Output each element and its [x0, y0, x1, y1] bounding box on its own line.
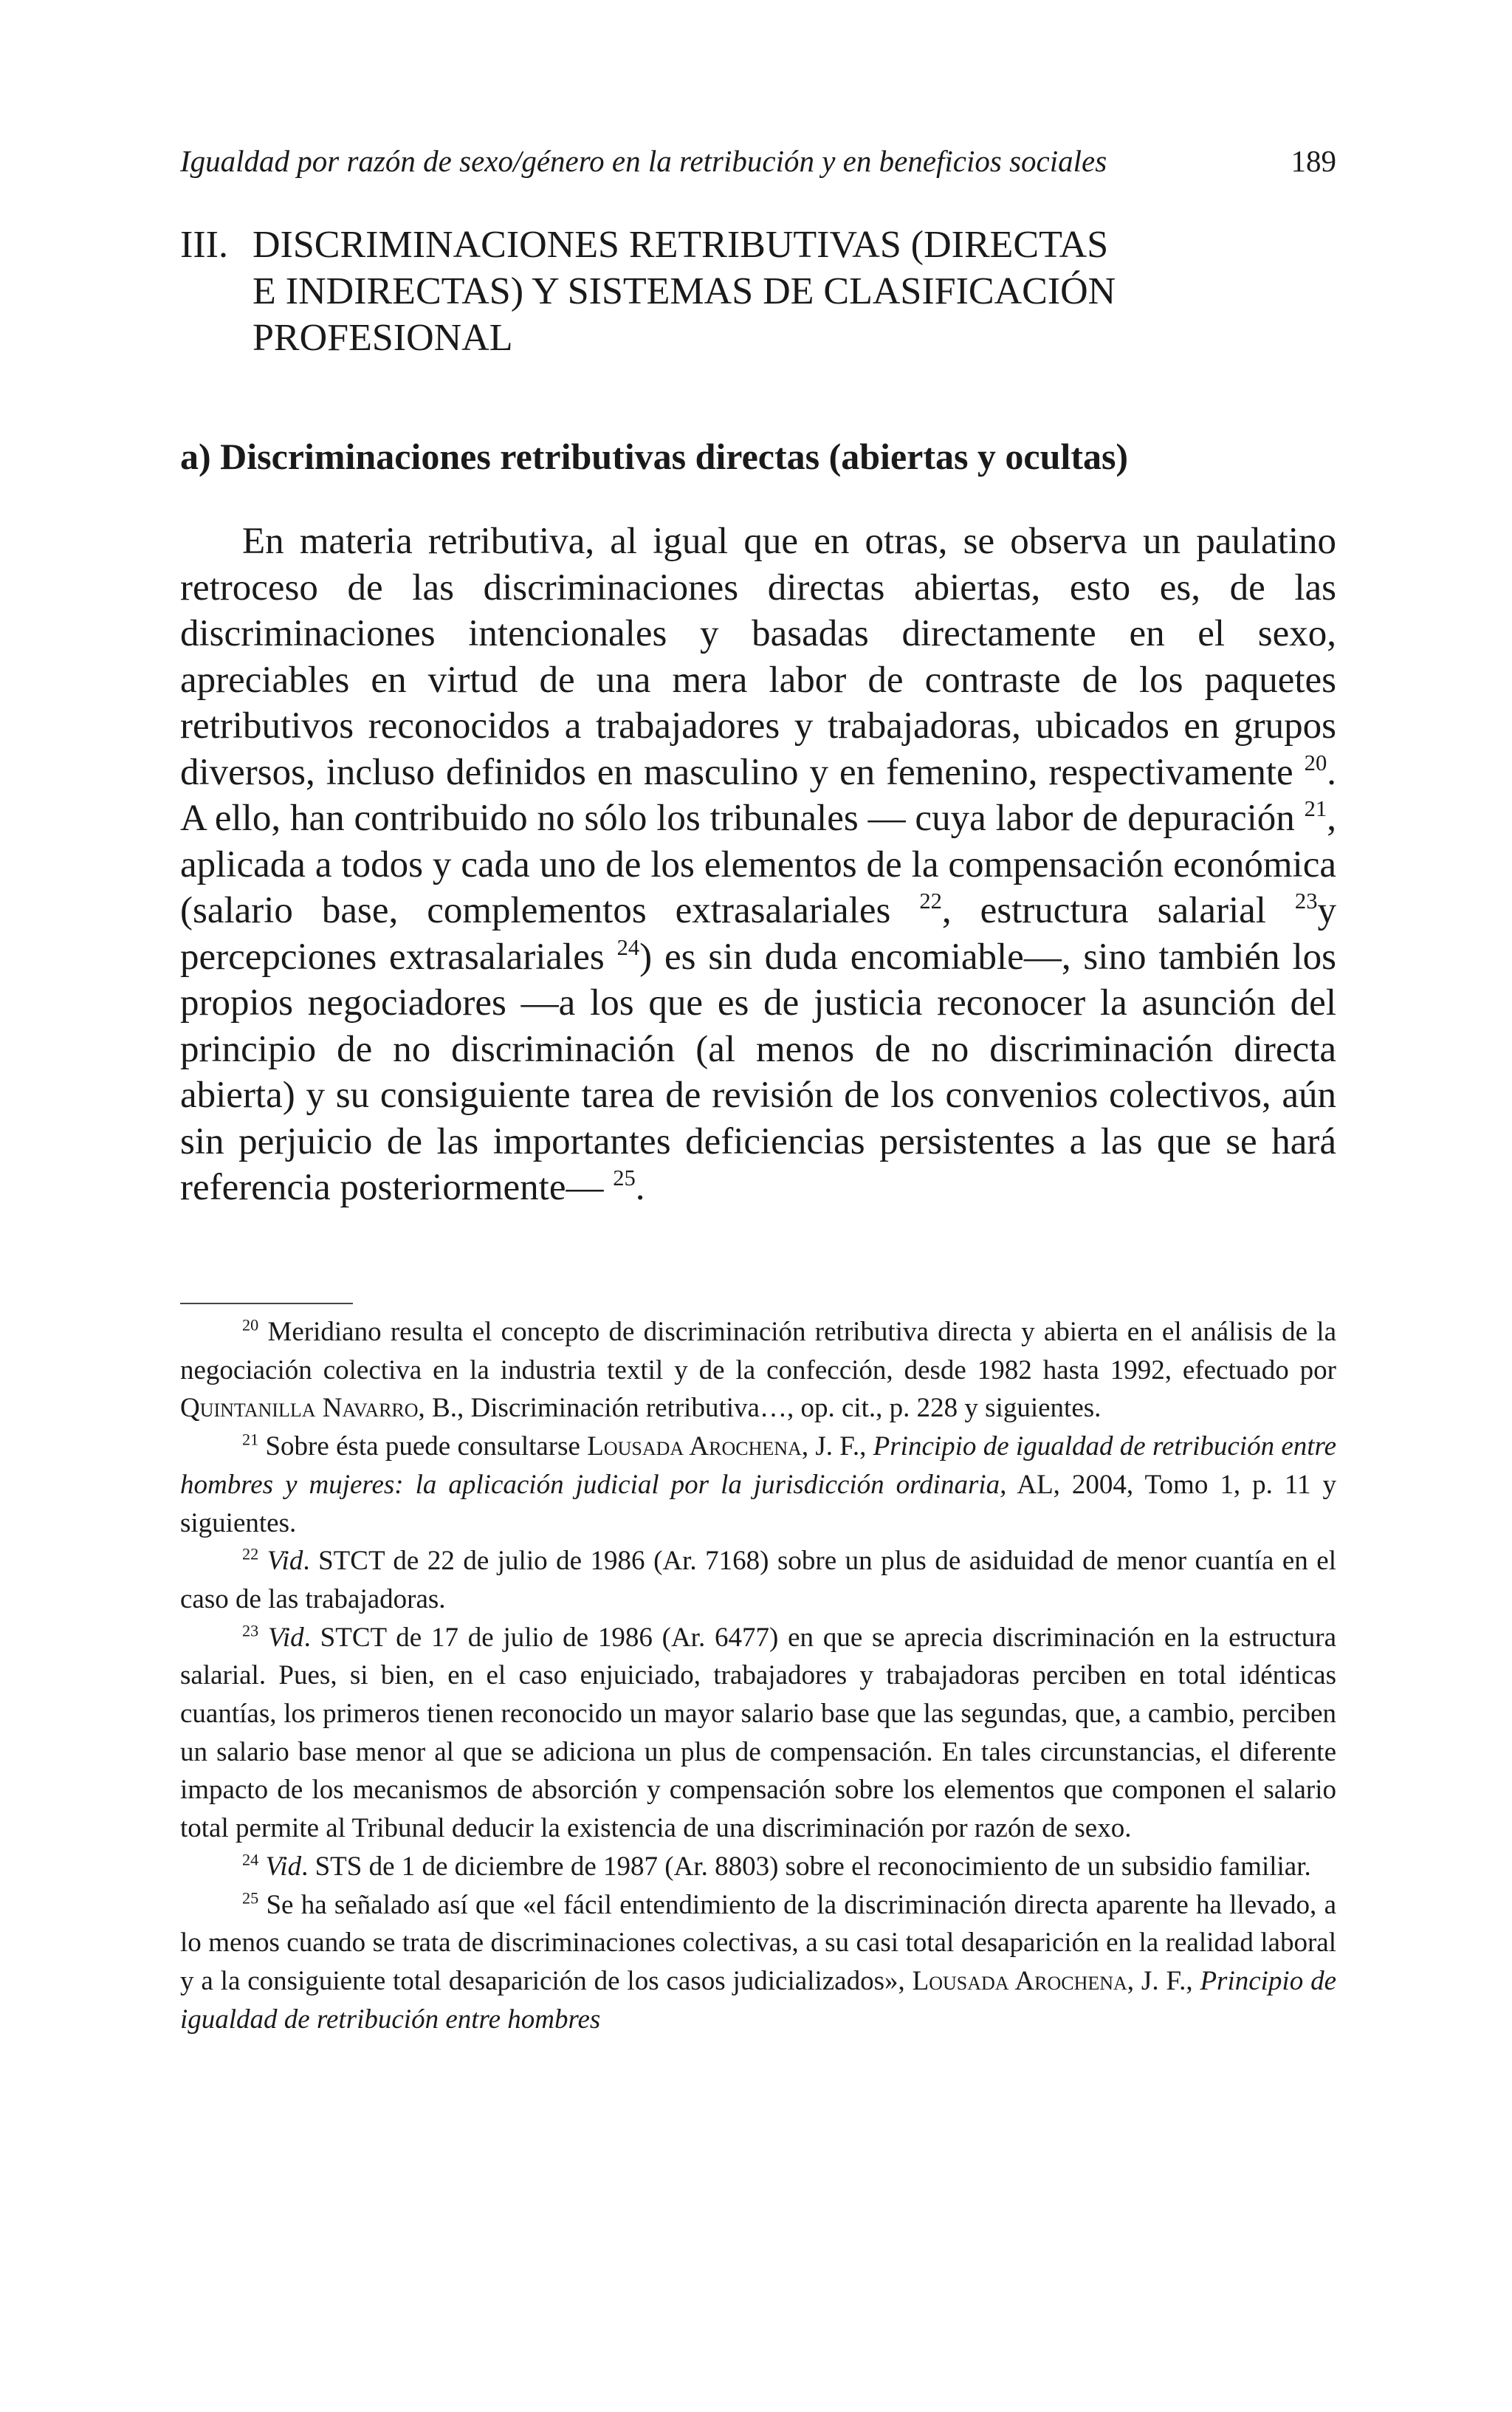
footnote-separator: [180, 1303, 353, 1304]
text-run: , J. F.,: [801, 1431, 873, 1462]
italic-text: Principio de igualdad de retribución entre hombres y mujeres: la aplicación judicial por la jurisdicción ordinaria,: [180, 1431, 1336, 1500]
footnote-number: 23: [242, 1620, 259, 1640]
italic-text: Vid: [267, 1622, 304, 1653]
book-page: [180, 0, 1336, 2412]
footnote: [180, 1313, 1336, 1428]
text-run: , B., Discriminación retributiva…, op. cit., p. 228 y siguientes.: [418, 1393, 1102, 1424]
text-run: . STCT de 22 de julio de 1986 (Ar. 7168) sobre un plus de asiduidad de menor cuantía en el caso de las trabajadoras.: [180, 1546, 1337, 1614]
section-title: [252, 222, 1336, 361]
footnote: [180, 1848, 1336, 1886]
footnote-number: 25: [242, 1888, 259, 1907]
text-run: Sobre ésta puede consultarse: [258, 1431, 588, 1462]
text-run: En materia retributiva, al igual que en otras, se observa un paulatino retroceso de las discriminaciones directas abiertas, esto es, de las discriminaciones intencionales y basadas directamente en el sexo, apreciables en virtud de una mera labor de contraste de los paquetes retributivos reconocidos a trabajadores y trabajadoras, ubicados en grupos diversos, incluso definidos en masculino y en femenino, respectivamente: [180, 521, 1336, 793]
author-name: Lousada Arochena: [587, 1431, 802, 1462]
footnote: [180, 1542, 1336, 1618]
text-run: [258, 1623, 268, 1653]
section-title-line: E INDIRECTAS) Y SISTEMAS DE CLASIFICACIÓN: [252, 270, 1116, 312]
text-run: . STCT de 17 de julio de 1986 (Ar. 6477) en que se aprecia discriminación en la estructura salarial. Pues, si bien, en el caso enjuiciado, trabajadores y trabajadoras perciben en total idénticas cuantías, los primeros tienen reconocido un mayor salario base que las segundas, que, a cambio, perciben un salario base menor al que se adiciona un plus de compensación. En tales circunstancias, el diferente impacto de los mecanismos de absorción y compensación sobre los elementos que componen el salario total permite al Tribunal deducir la existencia de una discriminación por razón de sexo.: [180, 1622, 1337, 1844]
italic-text: Vid: [265, 1851, 302, 1882]
text-run: . A ello, han contribuido no sólo los tribunales — cuya labor de depuración: [180, 751, 1336, 839]
section-number: III.: [180, 224, 228, 266]
text-run: .: [635, 1167, 645, 1208]
author-name: Lousada Arochena: [912, 1965, 1127, 1996]
footnote-reference: 20: [1304, 750, 1327, 775]
footnote: [180, 1619, 1336, 1848]
footnote-reference: 21: [1304, 796, 1327, 822]
text-run: . STS de 1 de diciembre de 1987 (Ar. 8803) sobre el reconocimiento de un subsidio familiar.: [301, 1851, 1311, 1882]
text-run: Meridiano resulta el concepto de discriminación retributiva directa y abierta en el análisis de la negociación colectiva en la industria textil y de la confección, desde 1982 hasta 1992, efectuado por: [180, 1317, 1336, 1385]
footnote-reference: 23: [1294, 888, 1318, 914]
running-header: [180, 139, 1336, 183]
footnote-number: 20: [242, 1315, 259, 1335]
text-run: AL, 2004, Tomo 1, p. 11 y siguientes.: [180, 1469, 1336, 1538]
section-title-line: PROFESIONAL: [252, 317, 513, 359]
italic-text: Principio de igualdad de retribución entre hombres: [180, 1965, 1337, 2035]
footnote: [180, 1886, 1336, 2039]
author-name: Quintanilla Navarro: [180, 1393, 419, 1424]
text-run: [258, 1546, 267, 1576]
footnotes: [180, 1313, 1336, 2038]
text-run: ) es sin duda encomiable—, sino también los propios negociadores —a los que es de justicia reconocer la asunción del principio de no discriminación (al menos de no discriminación directa abierta) y su consiguiente tarea de revisión de los convenios colectivos, aún sin perjuicio de las importantes deficiencias persistentes a las que se hará referencia posteriormente—: [180, 936, 1336, 1208]
body-paragraph: [180, 518, 1336, 1211]
footnote: [180, 1428, 1336, 1542]
page-number: 189: [1291, 144, 1336, 178]
footnote-number: 21: [242, 1430, 259, 1449]
italic-text: Vid: [267, 1546, 303, 1577]
text-run: y percepciones extrasalariales: [180, 890, 1336, 978]
running-title: Igualdad por razón de sexo/género en la retribución y en beneficios sociales: [180, 144, 1107, 178]
footnote-reference: 24: [616, 934, 640, 960]
footnote-reference: 25: [613, 1165, 636, 1191]
text-run: , aplicada a todos y cada uno de los elementos de la compensación económica (salario base, complementos extrasalariales: [180, 798, 1336, 931]
subsection-heading: a) Discriminaciones retributivas directas (abiertas y ocultas): [180, 436, 1129, 477]
text-run: Se ha señalado así que «el fácil entendimiento de la discriminación directa aparente ha llevado, a lo menos cuando se trata de discriminaciones colectivas, a su casi total desaparición en la realidad laboral y a la consiguiente total desaparición de los casos judicializados»,: [180, 1889, 1336, 1996]
text-run: , J. F.,: [1127, 1965, 1200, 1996]
footnote-number: 22: [242, 1544, 259, 1563]
section-title-line: DISCRIMINACIONES RETRIBUTIVAS (DIRECTAS: [252, 224, 1109, 266]
text-run: , estructura salarial: [941, 890, 1295, 931]
footnote-reference: 22: [919, 888, 942, 914]
footnote-number: 24: [242, 1850, 259, 1869]
section-heading: [180, 222, 1336, 361]
